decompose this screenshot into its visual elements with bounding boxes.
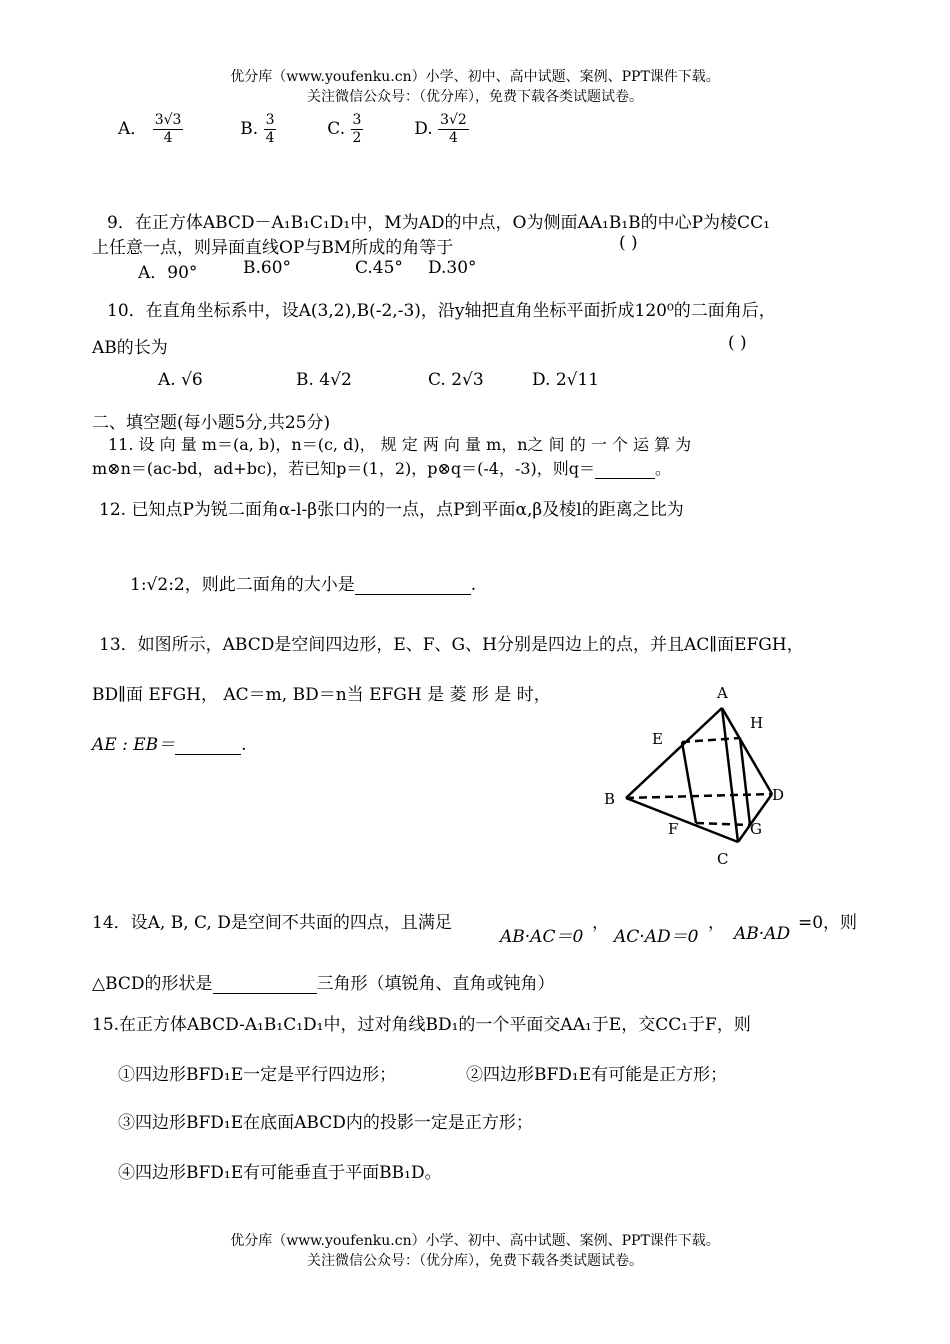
q14-line-1: 14．设A, B, C, D是空间不共面的四点，且满足 <box>92 913 452 933</box>
q13-line-1: 13．如图所示，ABCD是空间四边形，E、F、G、H分别是四边上的点，并且AC∥面EFGH， <box>99 635 804 655</box>
q11-end: 。 <box>655 459 672 478</box>
q14-answer-blank[interactable] <box>213 979 317 994</box>
q8-option-d-label: D. <box>414 118 433 139</box>
q14-line-2 <box>92 969 555 994</box>
q15-statement-4: ④四边形BFD₁E有可能垂直于平面BB₁D。 <box>118 1163 442 1183</box>
q13-line-2: BD∥面 EFGH， AC＝m, BD＝n当 EFGH 是 菱 形 是 时， <box>92 685 551 705</box>
footer-line-1: 优分库（www.youfenku.cn）小学、初中、高中试题、案例、PPT课件下载。 <box>230 1233 720 1249</box>
q11-line-2-text: m⊗n＝(ac-bd，ad+bc)，若已知p＝(1，2)，p⊗q＝(-4，-3)，则q＝ <box>92 459 596 478</box>
q14-line-2-post: 三角形（填锐角、直角或钝角） <box>316 974 555 994</box>
q9-option-c: C.45° <box>355 258 403 278</box>
q12-line-1: 12. 已知点P为锐二面角α-l-β张口内的一点，点P到平面α,β及棱l的距离之比为 <box>99 500 684 520</box>
q15-statement-1: ①四边形BFD₁E一定是平行四边形； <box>118 1065 397 1085</box>
q14-expr-3: AB·AD <box>734 924 791 944</box>
q12-line-2-text: 1:√2:2，则此二面角的大小是 <box>130 575 355 595</box>
q14-expr-2: AC·AD＝0 <box>614 927 699 947</box>
q13-answer-blank[interactable] <box>175 740 241 755</box>
q15-line-1: 15.在正方体ABCD-A₁B₁C₁D₁中，过对角线BD₁的一个平面交AA₁于E，交CC₁于F，则 <box>92 1015 751 1035</box>
q11-answer-blank[interactable] <box>595 464 655 479</box>
segment-ef <box>682 742 696 823</box>
q14-tail: =0，则 <box>798 913 858 933</box>
q9-option-b: B.60° <box>243 258 292 278</box>
q10-answer-paren: ( ) <box>728 333 747 353</box>
segment-fg-hidden <box>696 823 750 825</box>
vertex-label-a: A <box>717 684 728 702</box>
q12-end: . <box>470 575 477 595</box>
q10-option-b: B. 4√2 <box>296 370 352 390</box>
q10-option-a: A. √6 <box>158 370 203 390</box>
tetrahedron-figure <box>590 680 820 870</box>
q8-option-a-fraction: $\frac{3√3}{4}$ <box>154 112 182 146</box>
q8-option-c-label: C. <box>327 118 346 139</box>
section-2-heading: 二、填空题(每小题5分,共25分) <box>92 413 331 433</box>
q12-answer-blank[interactable] <box>355 580 471 595</box>
vertex-label-g: G <box>750 820 762 838</box>
q14-sep-1: ， <box>592 913 609 933</box>
q10-line-1: 10．在直角坐标系中，设A(3,2),B(-2,-3)，沿y轴把直角坐标平面折成120⁰的二面角后， <box>107 301 776 321</box>
vertex-label-f: F <box>668 820 679 838</box>
q8-option-b-label: B. <box>240 118 259 139</box>
q8-option-d-fraction: $\frac{3√2}{4}$ <box>440 112 467 146</box>
edge-bc <box>626 798 738 842</box>
vertex-label-b: B <box>604 790 616 808</box>
q8-option-b-fraction: $\frac{3}{4}$ <box>265 112 275 146</box>
q15-statement-3: ③四边形BFD₁E在底面ABCD内的投影一定是正方形； <box>118 1113 533 1133</box>
q10-option-c: C. 2√3 <box>428 370 484 390</box>
q14-line-2-pre: △BCD的形状是 <box>92 974 213 994</box>
q14-sep-2: ， <box>708 913 725 933</box>
q9-line-2: 上任意一点，则异面直线OP与BM所成的角等于 <box>92 238 454 258</box>
vertex-label-d: D <box>772 786 785 804</box>
vertex-label-c: C <box>717 850 729 868</box>
q13-line-3 <box>92 730 247 755</box>
q9-option-d: D.30° <box>428 258 477 278</box>
q9-answer-paren: ( ) <box>619 233 638 253</box>
vertex-label-e: E <box>652 730 663 748</box>
q12-line-2 <box>130 570 476 595</box>
edge-ab <box>626 708 722 798</box>
header-line-1: 优分库（www.youfenku.cn）小学、初中、高中试题、案例、PPT课件下载。 <box>230 69 720 85</box>
q10-option-d: D. 2√11 <box>532 370 600 390</box>
vertex-label-h: H <box>750 714 764 732</box>
footer-line-2: 关注微信公众号：（优分库），免费下载各类试题试卷。 <box>307 1253 643 1269</box>
segment-hg <box>740 738 750 825</box>
edge-bd-hidden <box>626 794 772 798</box>
q14-expr-1: AB·AC＝0 <box>500 927 584 947</box>
q11-line-1: 11. 设 向 量 m＝(a, b)，n＝(c, d)， 规 定 两 向 量 m，n之 间 的 一 个 运 算 为 <box>108 435 692 454</box>
q8-option-a-label: A． <box>118 118 148 139</box>
q13-ratio-label: AE : EB＝ <box>92 735 176 755</box>
q15-statement-2: ②四边形BFD₁E有可能是正方形； <box>466 1065 728 1085</box>
q8-options <box>118 112 469 147</box>
q13-end: . <box>241 735 247 755</box>
q8-option-c-fraction: $\frac{3}{2}$ <box>352 112 362 146</box>
q10-line-2: AB的长为 <box>92 338 168 358</box>
edge-ac <box>722 708 738 842</box>
q9-option-a: A．90° <box>138 263 198 283</box>
q9-line-1: 9．在正方体ABCD－A₁B₁C₁D₁中，M为AD的中点，O为侧面AA₁B₁B的中心P为棱CC₁ <box>107 213 770 233</box>
q11-line-2 <box>92 456 671 479</box>
header-line-2: 关注微信公众号：（优分库），免费下载各类试题试卷。 <box>307 89 643 105</box>
